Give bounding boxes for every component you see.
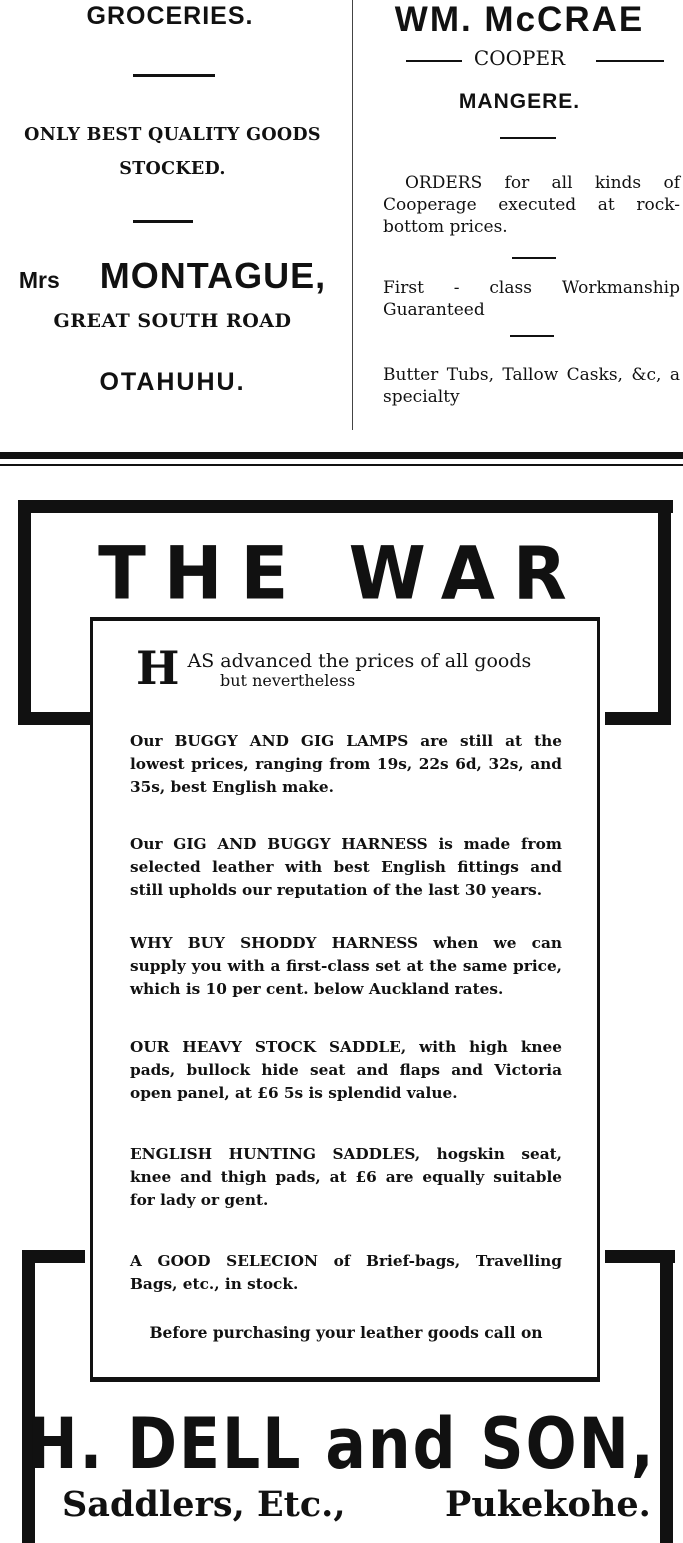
war-intro — [130, 641, 562, 695]
cooper-name: WM. McCRAE — [394, 0, 645, 39]
firm-trade: Saddlers, Etc., — [62, 1484, 346, 1525]
frame-right-upper-foot — [605, 712, 671, 725]
frame-left-upper-foot — [18, 712, 90, 725]
proprietor-name: MONTAGUE, — [99, 255, 327, 296]
groceries-heading: GROCERIES. — [86, 2, 254, 30]
lamps-paragraph: Our BUGGY AND GIG LAMPS are still at the lowest prices, ranging from 19s, 22s 6d, 32s, and 35s, best English make. — [130, 732, 562, 796]
frame-left-lower — [22, 1250, 35, 1543]
divider — [512, 257, 556, 259]
closing-line: Before purchasing your leather goods call on — [149, 1323, 543, 1342]
divider — [500, 137, 556, 139]
cooper-place: MANGERE. — [458, 90, 581, 113]
hunting-saddles-paragraph: ENGLISH HUNTING SADDLES, hogskin seat, knee and thigh pads, at £6 are equally suitable for lady or gent. — [130, 1145, 562, 1209]
proprietor-title: Mrs — [18, 267, 60, 293]
divider — [596, 60, 664, 62]
cooper-specialty-paragraph: Butter Tubs, Tallow Casks, &c, a specialty — [383, 365, 680, 407]
divider — [133, 220, 193, 223]
harness-paragraph: Our GIG AND BUGGY HARNESS is made from selected leather with best English fittings and still upholds our reputation of the last 30 years. — [130, 835, 562, 899]
war-intro-line1: AS advanced the prices of all goods — [187, 650, 532, 672]
proprietor-address: GREAT SOUTH ROAD — [53, 310, 292, 332]
war-heading: THE WAR — [98, 530, 585, 617]
war-intro-line2: but nevertheless — [220, 671, 356, 690]
drop-cap: H — [136, 641, 180, 695]
bags-paragraph: A GOOD SELECION of Brief-bags, Travelling Bags, etc., in stock. — [130, 1252, 562, 1293]
proprietor-line — [0, 255, 345, 297]
stock-saddle-paragraph: OUR HEAVY STOCK SADDLE, with high knee pads, bullock hide seat and flaps and Victoria open panel, at £6 5s is splendid value. — [130, 1038, 562, 1102]
shoddy-harness-paragraph: WHY BUY SHODDY HARNESS when we can supply you with a first-class set at the same price, which is 10 per cent. below Auckland rates. — [130, 934, 562, 998]
groceries-tagline-line1: ONLY BEST QUALITY GOODS — [24, 125, 321, 145]
section-rule — [0, 452, 683, 459]
frame-top-bar — [18, 500, 673, 513]
proprietor-town: OTAHUHU. — [99, 368, 246, 396]
column-divider — [352, 0, 353, 430]
section-rule-thin — [0, 464, 683, 466]
cooper-orders-paragraph: ORDERS for all kinds of Cooperage executed at rock-bottom prices. — [383, 173, 680, 237]
divider — [133, 74, 215, 77]
firm-town: Pukekohe. — [445, 1484, 651, 1525]
cooper-trade: COOPER — [473, 46, 566, 70]
groceries-tagline — [0, 118, 345, 186]
cooper-workmanship-paragraph: First - class Workmanship Guaranteed — [383, 278, 680, 320]
divider — [510, 335, 554, 337]
frame-right-lower — [660, 1250, 673, 1543]
groceries-tagline-line2: STOCKED. — [119, 159, 226, 179]
firm-name: H. DELL and SON, — [27, 1403, 656, 1486]
